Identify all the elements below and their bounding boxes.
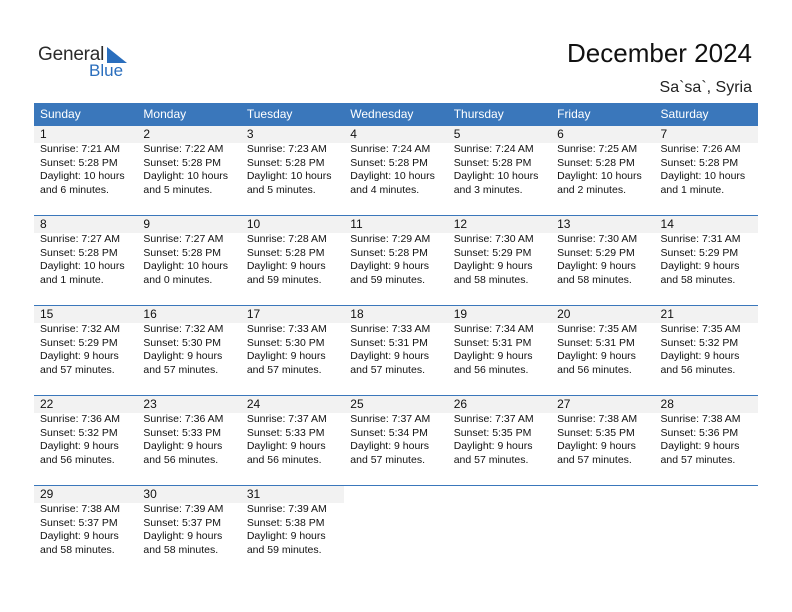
sunset-text: Sunset: 5:28 PM (40, 156, 118, 169)
day-cell (655, 216, 758, 287)
daylight-minutes-text: and 59 minutes. (246, 543, 322, 556)
daylight-minutes-text: and 5 minutes. (143, 183, 213, 196)
sunset-text: Sunset: 5:28 PM (40, 246, 118, 259)
day-cell (448, 306, 551, 377)
sunset-text: Sunset: 5:28 PM (143, 156, 222, 169)
daylight-minutes-text: and 2 minutes. (557, 183, 626, 196)
day-cell (448, 216, 551, 287)
daylight-text: Daylight: 9 hours (246, 530, 326, 542)
daylight-minutes-text: and 58 minutes. (660, 273, 736, 286)
sunset-text: Sunset: 5:29 PM (40, 336, 118, 349)
daylight-minutes-text: and 57 minutes. (246, 363, 322, 376)
weekday-saturday: Saturday (660, 107, 709, 121)
daylight-minutes-text: and 58 minutes. (453, 273, 529, 286)
day-number: 16 (143, 307, 157, 321)
sunrise-text: Sunrise: 7:37 AM (350, 413, 431, 425)
sunset-text: Sunset: 5:31 PM (453, 336, 532, 349)
day-cell (448, 126, 551, 197)
sunrise-text: Sunrise: 7:38 AM (660, 413, 741, 425)
sunset-text: Sunset: 5:28 PM (557, 156, 635, 169)
sunrise-text: Sunrise: 7:36 AM (143, 413, 224, 425)
daylight-minutes-text: and 56 minutes. (246, 453, 322, 466)
daylight-text: Daylight: 9 hours (40, 530, 119, 542)
day-cell (34, 216, 137, 287)
sunset-text: Sunset: 5:37 PM (143, 516, 222, 529)
logo-text-general: General (38, 44, 105, 65)
sunrise-text: Sunrise: 7:32 AM (143, 323, 224, 335)
day-number: 10 (246, 217, 261, 231)
brand-logo (38, 44, 138, 84)
sunrise-text: Sunrise: 7:29 AM (350, 233, 431, 245)
sunset-text: Sunset: 5:32 PM (660, 336, 739, 349)
daylight-minutes-text: and 58 minutes. (40, 543, 115, 556)
daylight-minutes-text: and 0 minutes. (143, 273, 213, 286)
week-row (34, 306, 758, 396)
day-number: 14 (660, 217, 674, 231)
day-cell (551, 396, 654, 467)
day-cell (137, 306, 240, 377)
day-cell (137, 396, 240, 467)
sunrise-text: Sunrise: 7:27 AM (143, 233, 224, 245)
sunrise-text: Sunrise: 7:37 AM (246, 413, 327, 425)
day-number: 26 (453, 397, 468, 411)
daylight-text: Daylight: 9 hours (143, 440, 223, 452)
daylight-minutes-text: and 57 minutes. (453, 453, 529, 466)
day-cell (551, 126, 654, 197)
sunrise-text: Sunrise: 7:31 AM (660, 233, 741, 245)
calendar-grid (34, 103, 758, 575)
weekday-monday: Monday (143, 107, 187, 121)
daylight-minutes-text: and 59 minutes. (246, 273, 322, 286)
day-number: 23 (143, 397, 157, 411)
daylight-text: Daylight: 9 hours (143, 350, 223, 362)
week-row (34, 396, 758, 486)
daylight-text: Daylight: 9 hours (246, 260, 326, 272)
sunrise-text: Sunrise: 7:35 AM (557, 323, 638, 335)
daylight-text: Daylight: 9 hours (40, 440, 119, 452)
day-cell (655, 306, 758, 377)
weekday-friday: Friday (557, 107, 591, 121)
sunrise-text: Sunrise: 7:24 AM (453, 143, 534, 155)
daylight-text: Daylight: 9 hours (557, 350, 636, 362)
daylight-minutes-text: and 58 minutes. (143, 543, 219, 556)
sunrise-text: Sunrise: 7:36 AM (40, 413, 120, 425)
weekday-header (34, 103, 758, 126)
day-number: 4 (350, 127, 357, 141)
day-number: 28 (660, 397, 674, 411)
weekday-thursday: Thursday (453, 107, 504, 121)
sunset-text: Sunset: 5:28 PM (350, 246, 428, 259)
daylight-text: Daylight: 9 hours (660, 260, 740, 272)
sunset-text: Sunset: 5:35 PM (453, 426, 532, 439)
daylight-minutes-text: and 57 minutes. (350, 363, 425, 376)
day-cell (241, 396, 344, 467)
day-cell (34, 396, 137, 467)
weekday-sunday: Sunday (40, 107, 81, 121)
week-row (34, 486, 758, 575)
daylight-text: Daylight: 9 hours (246, 350, 326, 362)
logo-text-blue: Blue (89, 61, 124, 80)
daylight-minutes-text: and 59 minutes. (350, 273, 425, 286)
day-cell (137, 216, 240, 287)
day-cell (241, 216, 344, 287)
sunset-text: Sunset: 5:33 PM (246, 426, 325, 439)
day-cell (448, 396, 551, 467)
sunrise-text: Sunrise: 7:39 AM (143, 503, 224, 515)
daylight-minutes-text: and 1 minute. (660, 183, 725, 196)
page-title: December 2024 (567, 38, 752, 68)
day-cell (241, 306, 344, 377)
day-cell (137, 486, 240, 557)
daylight-text: Daylight: 9 hours (246, 440, 326, 452)
daylight-text: Daylight: 9 hours (660, 350, 740, 362)
day-number: 29 (40, 487, 54, 501)
day-cell (241, 486, 344, 557)
day-number: 19 (453, 307, 468, 321)
sunset-text: Sunset: 5:36 PM (660, 426, 739, 439)
sunrise-text: Sunrise: 7:39 AM (246, 503, 327, 515)
sunrise-text: Sunrise: 7:34 AM (453, 323, 534, 335)
day-cell (34, 306, 137, 377)
sunrise-text: Sunrise: 7:23 AM (246, 143, 327, 155)
weekday-tuesday: Tuesday (246, 107, 293, 121)
weekday-wednesday: Wednesday (350, 107, 414, 121)
sunrise-text: Sunrise: 7:32 AM (40, 323, 120, 335)
day-cell (241, 126, 344, 197)
day-number: 7 (660, 127, 668, 141)
day-number: 6 (557, 127, 564, 141)
sunset-text: Sunset: 5:29 PM (660, 246, 739, 259)
daylight-minutes-text: and 1 minute. (40, 273, 104, 286)
daylight-text: Daylight: 10 hours (660, 170, 746, 182)
day-number: 8 (40, 217, 47, 231)
daylight-minutes-text: and 56 minutes. (557, 363, 632, 376)
sunset-text: Sunset: 5:35 PM (557, 426, 635, 439)
day-number: 12 (453, 217, 468, 231)
week-row (34, 216, 758, 306)
sunset-text: Sunset: 5:28 PM (143, 246, 222, 259)
sunset-text: Sunset: 5:29 PM (453, 246, 532, 259)
daylight-text: Daylight: 10 hours (143, 170, 229, 182)
daylight-minutes-text: and 57 minutes. (660, 453, 736, 466)
sunset-text: Sunset: 5:34 PM (350, 426, 428, 439)
sunrise-text: Sunrise: 7:33 AM (350, 323, 431, 335)
day-number: 22 (40, 397, 54, 411)
day-cell (655, 126, 758, 197)
daylight-minutes-text: and 56 minutes. (660, 363, 736, 376)
sunset-text: Sunset: 5:28 PM (660, 156, 739, 169)
sunrise-text: Sunrise: 7:25 AM (557, 143, 638, 155)
day-cell (344, 216, 447, 287)
sunset-text: Sunset: 5:38 PM (246, 516, 325, 529)
day-number: 17 (246, 307, 261, 321)
daylight-minutes-text: and 4 minutes. (350, 183, 420, 196)
daylight-minutes-text: and 58 minutes. (557, 273, 632, 286)
daylight-text: Daylight: 9 hours (453, 350, 533, 362)
day-cell (137, 126, 240, 197)
day-cell (551, 306, 654, 377)
sunset-text: Sunset: 5:29 PM (557, 246, 635, 259)
sunrise-text: Sunrise: 7:38 AM (557, 413, 638, 425)
daylight-minutes-text: and 57 minutes. (143, 363, 219, 376)
day-cell (34, 126, 137, 197)
daylight-text: Daylight: 10 hours (40, 260, 125, 272)
daylight-text: Daylight: 9 hours (350, 440, 430, 452)
day-number: 15 (40, 307, 54, 321)
daylight-text: Daylight: 10 hours (453, 170, 539, 182)
daylight-text: Daylight: 9 hours (40, 350, 119, 362)
sunset-text: Sunset: 5:33 PM (143, 426, 222, 439)
daylight-text: Daylight: 10 hours (557, 170, 642, 182)
sunrise-text: Sunrise: 7:21 AM (40, 143, 120, 155)
day-cell (655, 396, 758, 467)
daylight-minutes-text: and 6 minutes. (40, 183, 109, 196)
sunrise-text: Sunrise: 7:30 AM (557, 233, 638, 245)
day-cell (344, 396, 447, 467)
daylight-minutes-text: and 3 minutes. (453, 183, 523, 196)
day-number: 18 (350, 307, 364, 321)
daylight-text: Daylight: 10 hours (143, 260, 229, 272)
daylight-text: Daylight: 9 hours (557, 260, 636, 272)
day-number: 3 (246, 127, 254, 141)
sunrise-text: Sunrise: 7:24 AM (350, 143, 431, 155)
daylight-text: Daylight: 10 hours (350, 170, 435, 182)
sunrise-text: Sunrise: 7:38 AM (40, 503, 120, 515)
daylight-text: Daylight: 9 hours (453, 440, 533, 452)
daylight-minutes-text: and 57 minutes. (350, 453, 425, 466)
sunrise-text: Sunrise: 7:35 AM (660, 323, 741, 335)
sunrise-text: Sunrise: 7:28 AM (246, 233, 327, 245)
sunrise-text: Sunrise: 7:37 AM (453, 413, 534, 425)
sunrise-text: Sunrise: 7:26 AM (660, 143, 741, 155)
sunrise-text: Sunrise: 7:27 AM (40, 233, 120, 245)
daylight-text: Daylight: 9 hours (557, 440, 636, 452)
daylight-minutes-text: and 57 minutes. (40, 363, 115, 376)
daylight-text: Daylight: 9 hours (453, 260, 533, 272)
sunset-text: Sunset: 5:28 PM (246, 156, 325, 169)
daylight-text: Daylight: 9 hours (143, 530, 223, 542)
daylight-minutes-text: and 56 minutes. (143, 453, 219, 466)
daylight-minutes-text: and 56 minutes. (453, 363, 529, 376)
day-number: 13 (557, 217, 571, 231)
day-number: 2 (143, 127, 151, 141)
daylight-text: Daylight: 10 hours (40, 170, 125, 182)
day-number: 21 (660, 307, 674, 321)
sunset-text: Sunset: 5:30 PM (143, 336, 222, 349)
day-cell (34, 486, 137, 557)
day-number: 25 (350, 397, 364, 411)
sunset-text: Sunset: 5:28 PM (350, 156, 428, 169)
day-number: 9 (143, 217, 151, 231)
daylight-text: Daylight: 9 hours (660, 440, 740, 452)
day-number: 11 (350, 217, 363, 231)
day-number: 30 (143, 487, 157, 501)
sunset-text: Sunset: 5:32 PM (40, 426, 118, 439)
day-number: 5 (453, 127, 461, 141)
sunset-text: Sunset: 5:28 PM (453, 156, 532, 169)
sunset-text: Sunset: 5:37 PM (40, 516, 118, 529)
day-number: 24 (246, 397, 261, 411)
day-number: 20 (557, 307, 571, 321)
sunrise-text: Sunrise: 7:22 AM (143, 143, 224, 155)
day-cell (344, 306, 447, 377)
location-label: Sa`sa`, Syria (659, 79, 752, 96)
sunset-text: Sunset: 5:31 PM (557, 336, 635, 349)
daylight-text: Daylight: 9 hours (350, 260, 430, 272)
sunrise-text: Sunrise: 7:30 AM (453, 233, 534, 245)
sunset-text: Sunset: 5:30 PM (246, 336, 325, 349)
daylight-minutes-text: and 57 minutes. (557, 453, 632, 466)
daylight-text: Daylight: 9 hours (350, 350, 430, 362)
day-cell (344, 126, 447, 197)
day-number: 1 (40, 127, 47, 141)
sunrise-text: Sunrise: 7:33 AM (246, 323, 327, 335)
daylight-minutes-text: and 5 minutes. (246, 183, 316, 196)
day-number: 31 (246, 487, 261, 501)
day-cell (551, 216, 654, 287)
sunset-text: Sunset: 5:28 PM (246, 246, 325, 259)
sunset-text: Sunset: 5:31 PM (350, 336, 428, 349)
day-number: 27 (557, 397, 571, 411)
week-row (34, 126, 758, 216)
daylight-text: Daylight: 10 hours (246, 170, 332, 182)
daylight-minutes-text: and 56 minutes. (40, 453, 115, 466)
